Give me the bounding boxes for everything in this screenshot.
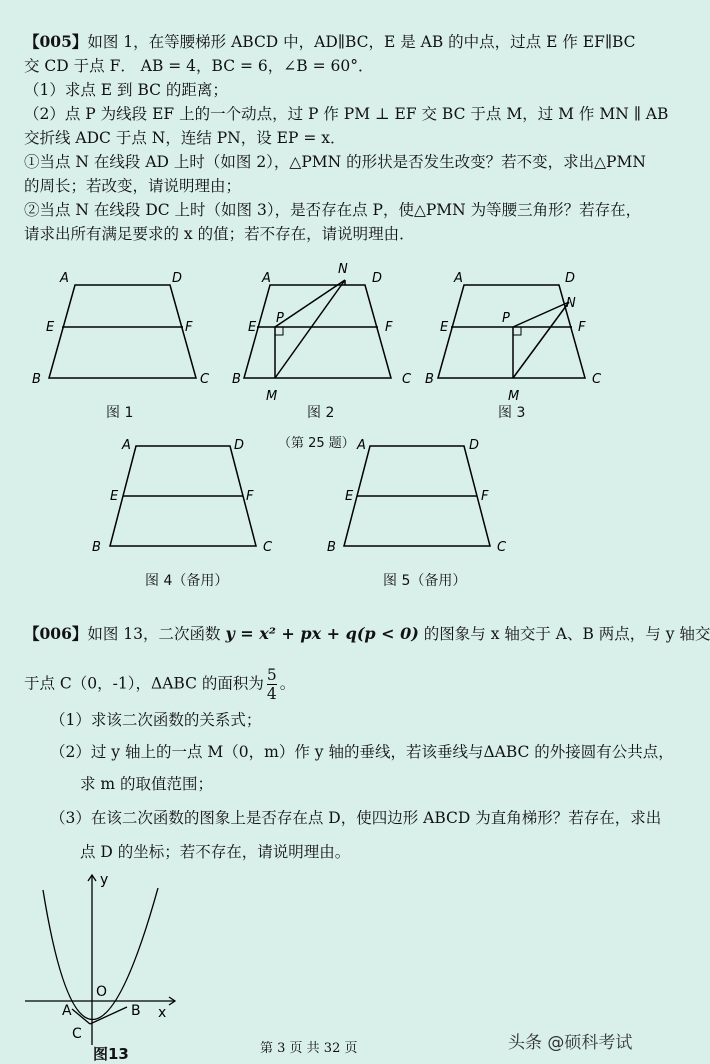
fig13-label-y: y <box>100 872 109 888</box>
fig13-label-o: O <box>96 984 108 1000</box>
fig13-caption: 图13 <box>93 1045 129 1063</box>
p006-fraction <box>267 666 277 703</box>
page-footer: 第 3 页 共 32 页 <box>260 1041 358 1056</box>
fig3-label-e: E <box>440 320 449 335</box>
p006-formula: y = x² + px + q(p < 0) <box>225 624 419 643</box>
fig3-label-n: N <box>566 296 576 311</box>
fig3-label-f: F <box>578 320 586 335</box>
fig1-label-e: E <box>46 320 55 335</box>
p005-q2a: （2）点 P 为线段 EF 上的一个动点，过 P 作 PM ⊥ EF 交 BC 于点 M，过 M 作 MN ∥ AB <box>24 105 669 123</box>
p006-q2b: 求 m 的取值范围； <box>80 775 214 793</box>
p006-line1a: 如图 13，二次函数 <box>87 625 226 643</box>
fig1-trapezoid <box>49 285 196 378</box>
fig4-caption: 图 4（备用） <box>145 573 229 589</box>
fig2-label-a: A <box>262 271 271 286</box>
fig3-right-angle <box>513 327 521 335</box>
fig5-label-f: F <box>481 489 489 504</box>
fig3-label-p: P <box>502 311 510 326</box>
p006-q2a: （2）过 y 轴上的一点 M（0，m）作 y 轴的垂线，若该垂线与ΔABC 的外接圆有公共点， <box>50 743 674 761</box>
p006-q3b: 点 D 的坐标；若不存在，请说明理由。 <box>80 843 351 861</box>
fig4-label-a: A <box>122 438 131 453</box>
p005-q2d: 的周长；若改变，请说明理由； <box>24 177 242 195</box>
fig3-label-m: M <box>508 389 520 404</box>
fig4-label-c: C <box>263 540 273 555</box>
fig2-label-f: F <box>385 320 393 335</box>
p006-line1 <box>24 622 710 646</box>
fig2-mn <box>275 280 345 378</box>
fig1-label-b: B <box>32 372 41 387</box>
fig13-label-b: B <box>131 1003 141 1019</box>
fig3-label-c: C <box>592 372 602 387</box>
p006-frac-num: 5 <box>266 666 277 684</box>
p005-line1-text: 如图 1，在等腰梯形 ABCD 中，AD∥BC，E 是 AB 的中点，过点 E 作 EF∥BC <box>87 33 636 51</box>
fig13-label-a: A <box>62 1003 72 1019</box>
fig5-caption: 图 5（备用） <box>383 573 467 589</box>
p005-q2e: ②当点 N 在线段 DC 上时（如图 3），是否存在点 P，使△PMN 为等腰三角形？若存在， <box>24 201 642 219</box>
fig2-label-e: E <box>248 320 257 335</box>
p006-tag: 【006】 <box>24 624 88 643</box>
p005-q1: （1）求点 E 到 BC 的距离； <box>24 81 228 99</box>
p005-q2f: 请求出所有满足要求的 x 的值；若不存在，请说明理由． <box>24 225 415 243</box>
p005-q2b: 交折线 ADC 于点 N，连结 PN，设 EP = x． <box>24 129 346 147</box>
fig1-label-f: F <box>185 320 193 335</box>
fig1-label-c: C <box>200 372 210 387</box>
p005-figures <box>0 250 640 600</box>
fig2-pn <box>275 280 345 327</box>
fig5-label-c: C <box>497 540 507 555</box>
fig1-caption: 图 1 <box>106 405 134 421</box>
fig5-label-b: B <box>327 540 336 555</box>
p005-q2c: ①当点 N 在线段 AD 上时（如图 2），△PMN 的形状是否发生改变？若不变，求出△PMN <box>24 153 646 171</box>
p005-line1 <box>24 30 636 54</box>
fig2-label-n: N <box>338 262 348 277</box>
fig2-caption: 图 2 <box>307 405 335 421</box>
fig2-label-d: D <box>372 271 383 286</box>
fig3-trapezoid <box>438 285 585 378</box>
fig3-label-a: A <box>454 271 463 286</box>
fig13-label-x: x <box>158 1005 167 1021</box>
fig5-label-a: A <box>357 438 366 453</box>
p006-frac-den: 4 <box>266 685 277 703</box>
p006-q1: （1）求该二次函数的关系式； <box>50 711 262 729</box>
fig2-right-angle <box>275 327 283 335</box>
fig4-label-e: E <box>110 489 119 504</box>
fig1-label-d: D <box>172 271 183 286</box>
fig3-mn <box>513 302 569 378</box>
question-number: （第 25 题） <box>278 436 355 451</box>
fig13-ac <box>72 1009 90 1024</box>
fig1-label-a: A <box>60 271 69 286</box>
p006-line1b: 的图象与 x 轴交于 A、B 两点，与 y 轴交 <box>418 625 710 643</box>
fig4-label-d: D <box>234 438 245 453</box>
p006-line2a: 于点 C（0，-1），ΔABC 的面积为 <box>24 674 264 693</box>
p006-line2 <box>24 666 624 703</box>
fig3-label-d: D <box>565 271 576 286</box>
fig2-label-c: C <box>402 372 412 387</box>
fig2-label-b: B <box>232 372 241 387</box>
watermark: 头条 @硕科考试 <box>508 1033 633 1053</box>
p006-line2b: 。 <box>279 674 296 693</box>
p006-q3a: （3）在该二次函数的图象上是否存在点 D，使四边形 ABCD 为直角梯形？若存在，求出 <box>50 809 662 827</box>
fig4-label-f: F <box>246 489 254 504</box>
fig2-label-m: M <box>266 389 278 404</box>
fig5-label-d: D <box>469 438 480 453</box>
fig3-label-b: B <box>425 372 434 387</box>
fig4-label-b: B <box>92 540 101 555</box>
p005-line2: 交 CD 于点 F． AB = 4，BC = 6，∠B = 60°． <box>24 57 374 75</box>
p005-tag: 【005】 <box>24 32 88 51</box>
fig3-caption: 图 3 <box>498 405 526 421</box>
fig13-label-c: C <box>72 1026 82 1042</box>
fig5-label-e: E <box>345 489 354 504</box>
fig13-graph <box>0 860 200 1063</box>
fig2-label-p: P <box>276 311 284 326</box>
